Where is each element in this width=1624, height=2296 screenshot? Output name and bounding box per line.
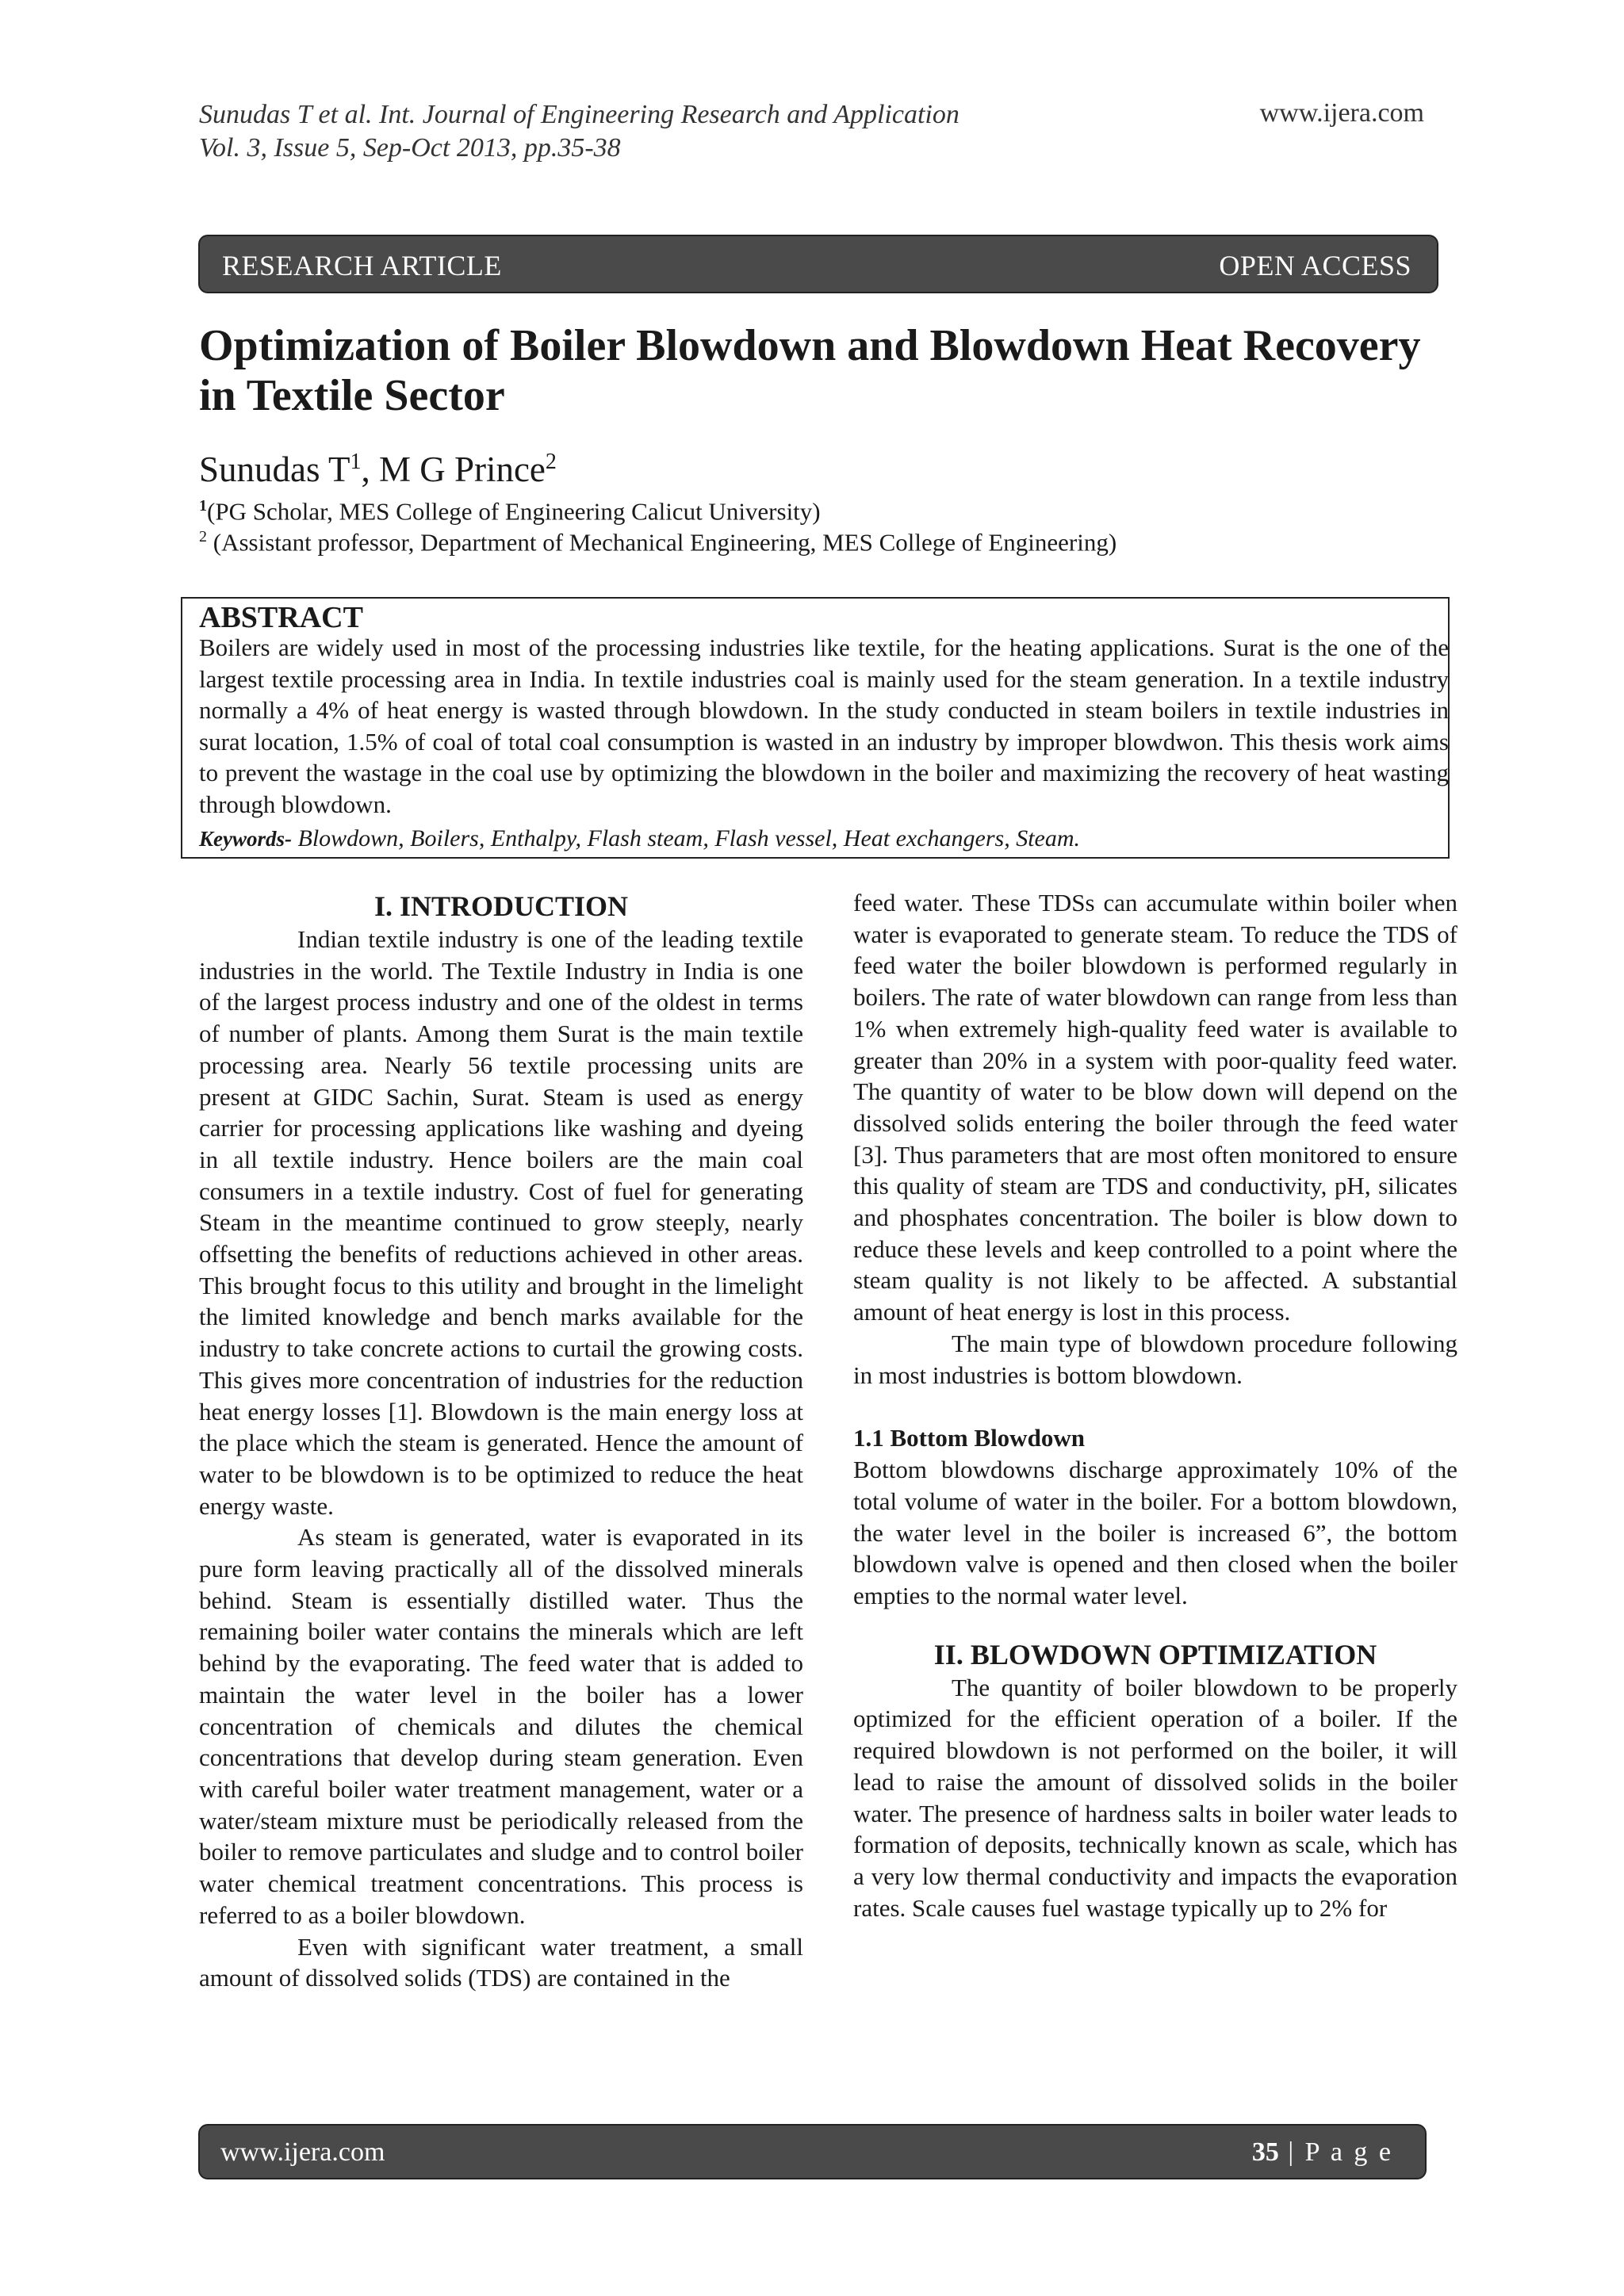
affiliation-1 bbox=[199, 497, 821, 526]
abstract-text: Boilers are widely used in most of the processing industries like textile, for the heating applications. Surat is the one of the largest textile processing area in India. In textile industries coal is mainly used for the steam generation. In a textile industry normally a 4% of heat energy is wasted through blowdown. In the study conducted in steam boilers in textile industries in surat location, 1.5% of coal of total coal consumption is wasted in an industry by improper blowdwon. This thesis work aims to prevent the wastage in the coal use by optimizing the blowdown in the boiler and maximizing the recovery of heat wasting through blowdown. bbox=[199, 633, 1449, 818]
page-footer bbox=[200, 2126, 1425, 2178]
author-list bbox=[199, 449, 557, 490]
author-1-affiliation-mark: 1 bbox=[350, 450, 362, 474]
affiliation-2-mark: 2 bbox=[199, 528, 207, 545]
title-line-2: in Textile Sector bbox=[199, 371, 505, 420]
bottom-blowdown-subheading: 1.1 Bottom Blowdown bbox=[853, 1424, 1085, 1452]
author-separator: , bbox=[361, 450, 379, 489]
intro-paragraph-2: As steam is generated, water is evaporated in its pure form leaving practically all of the dissolved minerals behind. Steam is essentially distilled water. Thus the remaining boiler water contains the minerals which are left behind by the evaporating. The feed water that is added to maintain the water level in the boiler has a lower concentration of chemicals and dilutes the chemical concentrations that develop during steam generation. Even with careful boiler water treatment management, water or a water/steam mixture must be periodically released from the boiler to remove particulates and sludge and to control boiler water chemical treatment concentrations. This process is referred to as a boiler blowdown. bbox=[199, 1523, 803, 1929]
research-article-label: RESEARCH ARTICLE bbox=[222, 250, 502, 281]
introduction-heading: I. INTRODUCTION bbox=[373, 890, 629, 922]
footer-website-link[interactable]: www.ijera.com bbox=[220, 2137, 385, 2167]
keywords-label: Keywords- bbox=[199, 827, 292, 851]
right-paragraph-1: feed water. These TDSs can accumulate within boiler when water is evaporated to generate steam. To reduce the TDS of feed water the boiler blowdown is performed regularly in boilers. The rate of water blowdown can range from less than 1% when extremely high-quality feed water is available to greater than 20% in a system with poor-quality feed water. The quantity of water to be blow down will depend on the dissolved solids entering the boiler through the feed water [3]. Thus parameters that are most often monitored to ensure this quality of steam are TDS and conductivity, pH, silicates and phosphates concentration. The boiler is blow down to reduce these levels and keep controlled to a point where the steam quality is not likely to be affected. A substantial amount of heat energy is lost in this process. bbox=[853, 889, 1457, 1326]
author-2: M G Prince bbox=[378, 450, 546, 489]
affiliation-2-text: (Assistant professor, Department of Mechanical Engineering, MES College of Engineering) bbox=[207, 528, 1117, 557]
left-column bbox=[199, 889, 803, 1994]
journal-line-2: Vol. 3, Issue 5, Sep-Oct 2013, pp.35-38 bbox=[199, 133, 621, 163]
right-paragraph-2: The main type of blowdown procedure following in most industries is bottom blowdown. bbox=[853, 1329, 1457, 1389]
abstract-heading: ABSTRACT bbox=[199, 601, 363, 634]
page-label: | P a g e bbox=[1278, 2137, 1393, 2167]
affiliation-1-text: (PG Scholar, MES College of Engineering Calicut University) bbox=[207, 497, 821, 526]
title-line-1: Optimization of Boiler Blowdown and Blowdown Heat Recovery bbox=[199, 321, 1421, 370]
author-2-affiliation-mark: 2 bbox=[545, 450, 557, 474]
blowdown-optimization-heading: II. BLOWDOWN OPTIMIZATION bbox=[933, 1638, 1377, 1670]
keywords-list: Blowdown, Boilers, Enthalpy, Flash steam, Flash vessel, Heat exchangers, Steam. bbox=[292, 825, 1081, 851]
article-type-banner bbox=[200, 236, 1437, 292]
optimization-paragraph: The quantity of boiler blowdown to be properly optimized for the efficient operation of a boiler. If the required blowdown is not performed on the boiler, it will lead to raise the amount of dissolved solids in the boiler water. The presence of hardness salts in boiler water leads to formation of deposits, technically known as scale, which has a very low thermal conductivity and impacts the evaporation rates. Scale causes fuel wastage typically up to 2% for bbox=[853, 1673, 1457, 1922]
page-number: 35 bbox=[1251, 2137, 1279, 2167]
paper-title bbox=[199, 321, 1468, 421]
intro-paragraph-3: Even with significant water treatment, a small amount of dissolved solids (TDS) are contained in the bbox=[199, 1932, 803, 1992]
page-indicator bbox=[1252, 2137, 1393, 2168]
journal-citation bbox=[199, 98, 959, 165]
author-1: Sunudas T bbox=[199, 450, 350, 489]
intro-paragraph-1: Indian textile industry is one of the leading textile industries in the world. The Textile Industry in India is one of the largest process industry and one of the oldest in terms of number of plants. Among them Surat is the main textile processing area. Nearly 56 textile processing units are present at GIDC Sachin, Surat. Steam is used as energy carrier for processing applications like washing and dyeing in all textile industry. Hence boilers are the main coal consumers in a textile industry. Cost of fuel for generating Steam in the meantime continued to grow steeply, nearly offsetting the benefits of reductions achieved in other areas. This brought focus to this utility and brought in the limelight the limited knowledge and bench marks available for the industry to take concrete actions to curtail the growing costs. This gives more concentration of industries for the reduction heat energy losses [1]. Blowdown is the main energy loss at the place which the steam is generated. Hence the amount of water to be blowdown is to be optimized to reduce the heat energy waste. bbox=[199, 925, 803, 1520]
affiliation-1-mark: 1 bbox=[199, 497, 207, 515]
right-column bbox=[853, 887, 1457, 1923]
keywords bbox=[199, 825, 1080, 852]
open-access-label: OPEN ACCESS bbox=[1219, 250, 1411, 281]
header-website-link[interactable]: www.ijera.com bbox=[1259, 98, 1424, 128]
journal-line-1: Sunudas T et al. Int. Journal of Engineering Research and Application bbox=[199, 100, 959, 129]
bottom-blowdown-paragraph: Bottom blowdowns discharge approximately 10% of the total volume of water in the boiler. For a bottom blowdown, the water level in the boiler is increased 6”, the bottom blowdown valve is opened and then closed when the boiler empties to the normal water level. bbox=[853, 1456, 1457, 1610]
affiliation-2 bbox=[199, 528, 1116, 557]
